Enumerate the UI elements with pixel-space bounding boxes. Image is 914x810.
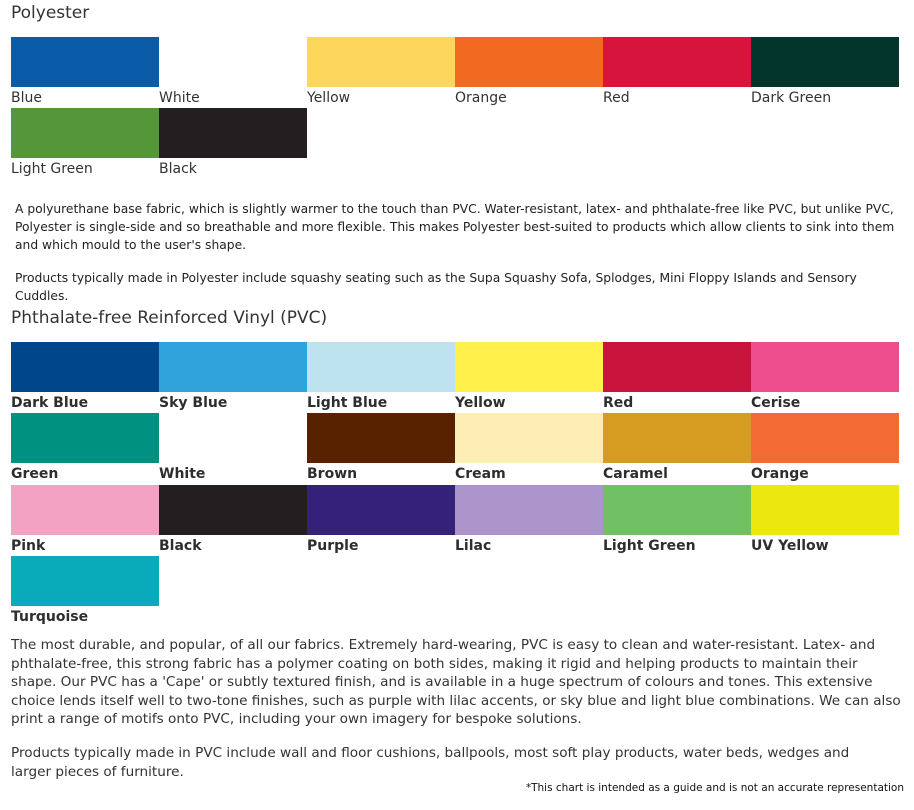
color-label: Dark Blue [11,395,89,411]
pvc-swatch-sky-blue [159,342,307,412]
color-label: UV Yellow [751,537,829,554]
color-label: Green [11,466,59,483]
color-label: Light Green [603,537,696,554]
color-chip [603,342,751,392]
color-label: Sky Blue [159,395,228,411]
color-label: Orange [751,466,809,483]
pvc-swatch-cream [455,413,603,483]
color-chip [159,413,307,463]
pvc-swatch-cerise [751,342,899,412]
color-label: Purple [307,537,359,554]
polyester-swatch-black [159,108,307,178]
pvc-title: Phthalate-free Reinforced Vinyl (PVC) [11,308,328,328]
color-chip [307,413,455,463]
color-chip [159,342,307,392]
color-chip [751,413,899,463]
polyester-swatch-light-green [11,108,159,178]
polyester-swatch-yellow [307,37,455,107]
color-chip [455,37,603,87]
pvc-swatch-orange [751,413,899,483]
pvc-swatch-light-blue [307,342,455,412]
color-chip [751,485,899,535]
color-label: Red [603,90,630,106]
pvc-swatch-white [159,413,307,483]
color-chip [159,108,307,158]
color-chip [159,37,307,87]
color-chip [751,342,899,392]
pvc-swatch-purple [307,485,455,555]
pvc-swatch-brown [307,413,455,483]
disclaimer-footnote: *This chart is intended as a guide and is not an accurate representation [525,782,904,794]
color-label: Black [159,537,202,554]
color-label: Cerise [751,395,801,411]
polyester-title: Polyester [11,3,90,23]
color-chip [751,37,899,87]
polyester-products: Products typically made in Polyester include squashy seating such as the Supa Squashy Sofa, Splodges, Mini Floppy Islands and Sensory Cuddles. [15,271,857,303]
color-label: Turquoise [11,608,89,625]
polyester-swatch-red [603,37,751,107]
color-label: White [159,466,206,483]
color-chip [455,485,603,535]
color-chip [11,342,159,392]
pvc-swatch-lilac [455,485,603,555]
polyester-swatch-orange [455,37,603,107]
color-label: Lilac [455,537,492,554]
color-label: Brown [307,466,358,483]
color-chip [11,413,159,463]
pvc-swatch-red [603,342,751,412]
polyester-swatch-blue [11,37,159,107]
color-chip [455,342,603,392]
color-chip [603,37,751,87]
pvc-swatch-caramel [603,413,751,483]
pvc-swatch-dark-blue [11,342,159,412]
color-label: White [159,90,200,106]
color-label: Dark Green [751,90,832,106]
color-chip [159,485,307,535]
color-chip [11,37,159,87]
pvc-products: Products typically made in PVC include wall and floor cushions, ballpools, most soft play products, water beds, wedges and larger pieces of furniture. [11,745,850,780]
polyester-swatch-dark-green [751,37,899,107]
pvc-swatch-turquoise [11,556,159,626]
color-chip [603,413,751,463]
pvc-swatch-black [159,485,307,555]
color-label: Caramel [603,466,668,483]
color-label: Pink [11,537,46,554]
color-label: Light Blue [307,395,388,411]
pvc-description: The most durable, and popular, of all our fabrics. Extremely hard-wearing, PVC is easy to clean and water-resistant. Latex- and phthalate-free, this strong fabric has a polymer coating on both sides, making it rigid and helping products to maintain their shape. Our PVC has a 'Cape' or subtly textured finish, and is available in a huge spectrum of colours and tones. This extensive choice lends itself well to two-tone finishes, such as purple with lilac accents, or sky blue and light blue combinations. We can also print a range of motifs onto PVC, including your own imagery for bespoke solutions. [11,637,901,727]
polyester-swatch-white [159,37,307,107]
color-chip [603,485,751,535]
color-label: Cream [455,466,506,483]
pvc-swatch-uv-yellow [751,485,899,555]
color-label: Blue [11,90,42,106]
pvc-swatch-light-green [603,485,751,555]
color-label: Light Green [11,161,93,177]
color-chip [11,556,159,606]
color-label: Black [159,161,197,177]
pvc-swatch-pink [11,485,159,555]
polyester-description: A polyurethane base fabric, which is slightly warmer to the touch than PVC. Water-resistant, latex- and phthalate-free like PVC, but unlike PVC, Polyester is single-side and so breathable and more flexible. This makes Polyester best-suited to products which allow clients to sink into them and which mould to the user's shape. [15,202,895,252]
color-chip [455,413,603,463]
color-label: Yellow [455,395,506,411]
color-chip [307,37,455,87]
color-chip [11,108,159,158]
color-label: Orange [455,90,507,106]
color-label: Red [603,395,634,411]
pvc-swatch-yellow [455,342,603,412]
color-chip [307,342,455,392]
color-label: Yellow [307,90,351,106]
pvc-swatch-green [11,413,159,483]
color-chip [11,485,159,535]
color-chip [307,485,455,535]
